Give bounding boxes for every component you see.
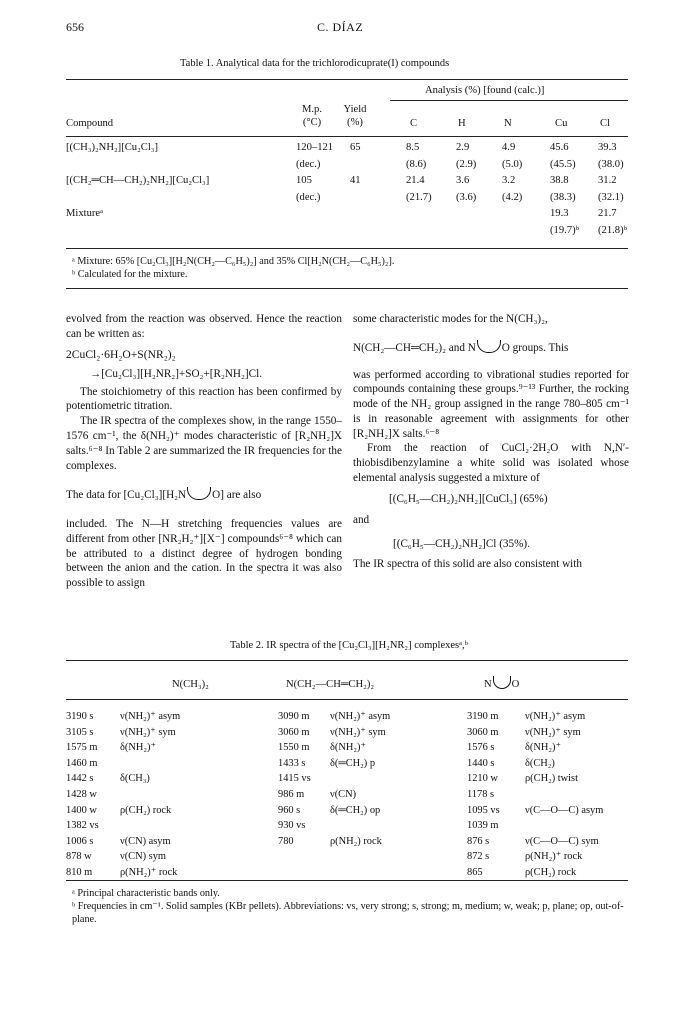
table2-head-3: N O [484, 676, 519, 692]
frequency-value: 1400 w [66, 804, 97, 816]
table1-cell-c: (8.6) [406, 158, 427, 170]
table1-cell-h: (3.6) [456, 191, 477, 203]
table1-cell-cl: 21.7 [598, 208, 617, 219]
frequency-value: 3105 s [66, 726, 94, 738]
table1-cell-cl: 31.2 [598, 175, 617, 186]
band-assignment: ρ(NH₂)⁺ rock [525, 851, 583, 863]
frequency-value: 810 m [66, 867, 93, 878]
equation-line-1: 2CuCl₂·6H₂O+S(NR₂)₂ [66, 347, 176, 361]
frequency-value: 878 w [66, 851, 92, 863]
paragraph: evolved from the reaction was observed. Hence the reaction can be written as: [66, 313, 342, 340]
table1-cell-mp: (dec.) [296, 158, 321, 170]
table1-cell-n: (5.0) [502, 158, 523, 170]
band-assignment: ρ(CH₂) rock [120, 804, 172, 816]
paragraph: The stoichiometry of this reaction has been confirmed by potentiometric titration. [66, 385, 342, 413]
table1-cell-compound: [(CH₂═CH—CH₂)₂NH₂][Cu₂Cl₃] [66, 175, 210, 186]
table1-cell-h: 3.6 [456, 175, 470, 186]
frequency-value: 3060 m [278, 726, 310, 738]
frequency-value: 1433 s [278, 757, 306, 769]
frequency-value: 872 s [467, 851, 490, 863]
paragraph: some characteristic modes for the N(CH₃)₂, [353, 313, 548, 325]
band-assignment: ν(NH₂)⁺ sym [330, 726, 386, 738]
table2-top-rule [66, 660, 628, 661]
frequency-value: 1576 s [467, 742, 495, 754]
frequency-value: 3090 m [278, 711, 310, 722]
table2-footnote-b: ᵇ Frequencies in cm⁻¹. Solid samples (KBr pellets). Abbreviations: vs, very strong; s, strong; m, medium; w, weak; p, plane; op, out-of-plane. [72, 901, 624, 925]
table1-cell-cu: (19.7)ᵇ [550, 224, 579, 236]
frequency-value: 1382 vs [66, 820, 99, 832]
frequency-value: 986 m [278, 789, 305, 800]
frequency-value: 1550 m [278, 742, 310, 754]
band-assignment: δ(═CH₂) p [330, 757, 376, 769]
table1-cell-compound: Mixtureᵃ [66, 208, 104, 219]
table1-cell-cu: (38.3) [550, 191, 576, 203]
band-assignment: ν(CN) [330, 789, 357, 800]
paragraph: was performed according to vibrational studies reported for compounds containing these groups.⁹⁻¹³ Further, the rocking mode of the NH₂ group assigned in the range 780–805 cm⁻¹ is in reasonable agreement with assignments for other [R₂NH₂]X salts.⁶⁻⁸ [353, 368, 629, 440]
table1-cell-cu: (45.5) [550, 158, 576, 170]
table1-cell-compound: [(CH₃)₂NH₂][Cu₂Cl₃] [66, 142, 159, 153]
frequency-value: 1210 w [467, 773, 498, 785]
frequency-value: 3190 m [467, 711, 499, 722]
frequency-value: 1178 s [467, 789, 495, 800]
frequency-value: 930 vs [278, 820, 306, 832]
paragraph: The IR spectra of the complexes show, in the range 1550–1576 cm⁻¹, the δ(NH₂)⁺ modes characteristic of [R₂NH₂]X salts.⁶⁻⁸ In Table 2 are summarized the IR frequencies for the complexes. [66, 415, 342, 472]
table1-row [66, 225, 628, 241]
table2-head-2: N(CH₂—CH═CH₂)₂ [286, 679, 375, 690]
morpholine-ring-icon [477, 340, 501, 353]
paragraph: The IR spectra of this solid are also consistent with [353, 558, 582, 571]
table1-analysis-header: Analysis (%) [found (calc.)] [425, 85, 545, 96]
band-assignment: ν(CN) sym [120, 851, 166, 863]
band-assignment: δ(NH₂)⁺ [525, 742, 561, 754]
table1-head-rule [66, 136, 628, 137]
band-assignment: δ(CH₂) [525, 757, 555, 769]
band-assignment: ρ(CH₂) rock [525, 867, 577, 878]
table1-row [66, 208, 628, 224]
table1-col-h: H [458, 118, 466, 129]
table1-cell-c: 21.4 [406, 175, 425, 186]
table1-cell-cl: (21.8)ᵇ [598, 224, 627, 236]
table1-cell-h: 2.9 [456, 142, 470, 153]
frequency-value: 1575 m [66, 742, 98, 754]
table1-row [66, 175, 628, 191]
formula-2: [(C₆H₅—CH₂)₂NH₂]Cl (35%). [393, 538, 530, 551]
running-author: C. DÍAZ [317, 20, 364, 34]
table1-cell-cu: 45.6 [550, 142, 569, 153]
band-assignment: δ(NH₂)⁺ [120, 742, 156, 754]
table1-cell-h: (2.9) [456, 158, 477, 170]
table2-caption: Table 2. IR spectra of the [Cu₂Cl₃][H₂NR₂] complexesᵃ,ᵇ [230, 640, 468, 651]
paragraph: From the reaction of CuCl₂·2H₂O with N,N′-thiobisdibenzylamine a white solid was isolated whose elemental analysis suggested a mixture of [353, 442, 629, 485]
table1-footnote-a: ᵃ Mixture: 65% [Cu₂Cl₃][H₂N(CH₂—C₆H₅)₂] and 35% Cl[H₂N(CH₂—C₆H₅)₂]. [72, 256, 395, 267]
table1-col-mp: M.p. (°C) [301, 104, 322, 128]
frequency-value: 780 [278, 835, 294, 847]
table1-caption: Table 1. Analytical data for the trichlorodicuprate(I) compounds [180, 58, 450, 69]
equation-line-2: →[Cu₂Cl₃][H₂NR₂]+SO₂+[R₂NH₂]Cl. [90, 367, 262, 380]
table1-cell-n: 3.2 [502, 175, 516, 186]
frequency-value: 3190 s [66, 711, 94, 722]
table1-footnote-rule [66, 288, 628, 289]
table1-cell-cu: 38.8 [550, 175, 569, 186]
frequency-value: 1095 vs [467, 804, 500, 816]
band-assignment: ν(NH₂)⁺ asym [525, 711, 586, 722]
body-right-column [353, 312, 629, 572]
table1-col-cl: Cl [600, 118, 611, 129]
band-assignment: ν(NH₂)⁺ sym [525, 726, 581, 738]
table1-cell-n: (4.2) [502, 191, 523, 203]
table1-cell-mp: 105 [296, 175, 312, 186]
frequency-value: 1006 s [66, 835, 94, 847]
frequency-value: 1460 m [66, 757, 98, 769]
band-assignment: ν(NH₂)⁺ asym [330, 711, 391, 722]
frequency-value: 960 s [278, 804, 301, 816]
table1-cell-cl: 39.3 [598, 142, 617, 153]
body-left-column [66, 312, 342, 591]
band-assignment: δ(NH₂)⁺ [330, 742, 366, 754]
morpholine-ring-icon [187, 487, 211, 500]
table1-col-compound: Compound [66, 118, 114, 129]
table1-footnote-b: ᵇ Calculated for the mixture. [72, 269, 188, 280]
paragraph-groups-line: N(CH₂—CH═CH₂)₂ and N O groups. This [353, 341, 569, 354]
frequency-value: 865 [467, 867, 483, 878]
table2-head-1: N(CH₃)₂ [172, 679, 209, 690]
formula-1: [(C₆H₅—CH₂)₂NH₂][CuCl₃] (65%) [389, 492, 548, 505]
table1-cell-yield: 41 [350, 175, 361, 186]
table1-cell-n: 4.9 [502, 142, 516, 153]
band-assignment: ν(NH₂)⁺ asym [120, 711, 181, 722]
frequency-value: 876 s [467, 835, 490, 847]
band-assignment: ρ(NH₂) rock [330, 835, 382, 847]
table1-row [66, 142, 628, 158]
frequency-value: 1442 s [66, 773, 94, 785]
band-assignment: ν(NH₂)⁺ sym [120, 726, 176, 738]
frequency-value: 1039 m [467, 820, 499, 832]
table1-top-rule [66, 79, 628, 80]
table2-bottom-rule [66, 880, 628, 881]
table1-cell-mp: (dec.) [296, 191, 321, 203]
and-text: and [353, 513, 370, 526]
table1-col-n: N [504, 118, 512, 129]
table1-analysis-rule [390, 100, 628, 101]
table1-cell-mp: 120–121 [296, 142, 334, 153]
table1-cell-cl: (32.1) [598, 191, 624, 203]
table1-cell-c: (21.7) [406, 191, 432, 203]
table1-row [66, 159, 628, 175]
band-assignment: ρ(CH₂) twist [525, 773, 578, 785]
table1-cell-cu: 19.3 [550, 208, 569, 219]
band-assignment: ν(CN) asym [120, 835, 171, 847]
table1-col-yield: Yield (%) [343, 104, 367, 128]
table1-col-cu: Cu [555, 118, 568, 129]
band-assignment: ρ(NH₂)⁺ rock [120, 867, 178, 878]
paragraph: included. The N—H stretching frequencies values are different from other [NR₂H₂⁺][X⁻] compounds⁶⁻⁸ which can be attributed to a distinct degree of hydrogen bonding between the anion and the cation. In the spectra it was also possible to assign [66, 518, 342, 590]
table2-head-rule [66, 699, 628, 700]
table2-footnote-a: ᵃ Principal characteristic bands only. [72, 888, 220, 899]
table1-cell-yield: 65 [350, 142, 361, 153]
page-number: 656 [66, 20, 84, 34]
table1-cell-cl: (38.0) [598, 158, 624, 170]
table1-bottom-rule [66, 248, 628, 249]
frequency-value: 1440 s [467, 757, 495, 769]
frequency-value: 3060 m [467, 726, 499, 738]
table1-col-c: C [410, 118, 418, 129]
table1-row [66, 192, 628, 208]
table1-cell-c: 8.5 [406, 142, 420, 153]
frequency-value: 1415 vs [278, 773, 311, 785]
band-assignment: δ(CH₃) [120, 773, 150, 785]
band-assignment: δ(═CH₂) op [330, 804, 381, 816]
morpholine-ring-icon [493, 676, 511, 689]
paragraph-data-line: The data for [Cu₂Cl₃][H₂N O] are also [66, 489, 262, 502]
frequency-value: 1428 w [66, 789, 97, 800]
band-assignment: ν(C—O—C) asym [525, 804, 604, 816]
band-assignment: ν(C—O—C) sym [525, 835, 599, 847]
